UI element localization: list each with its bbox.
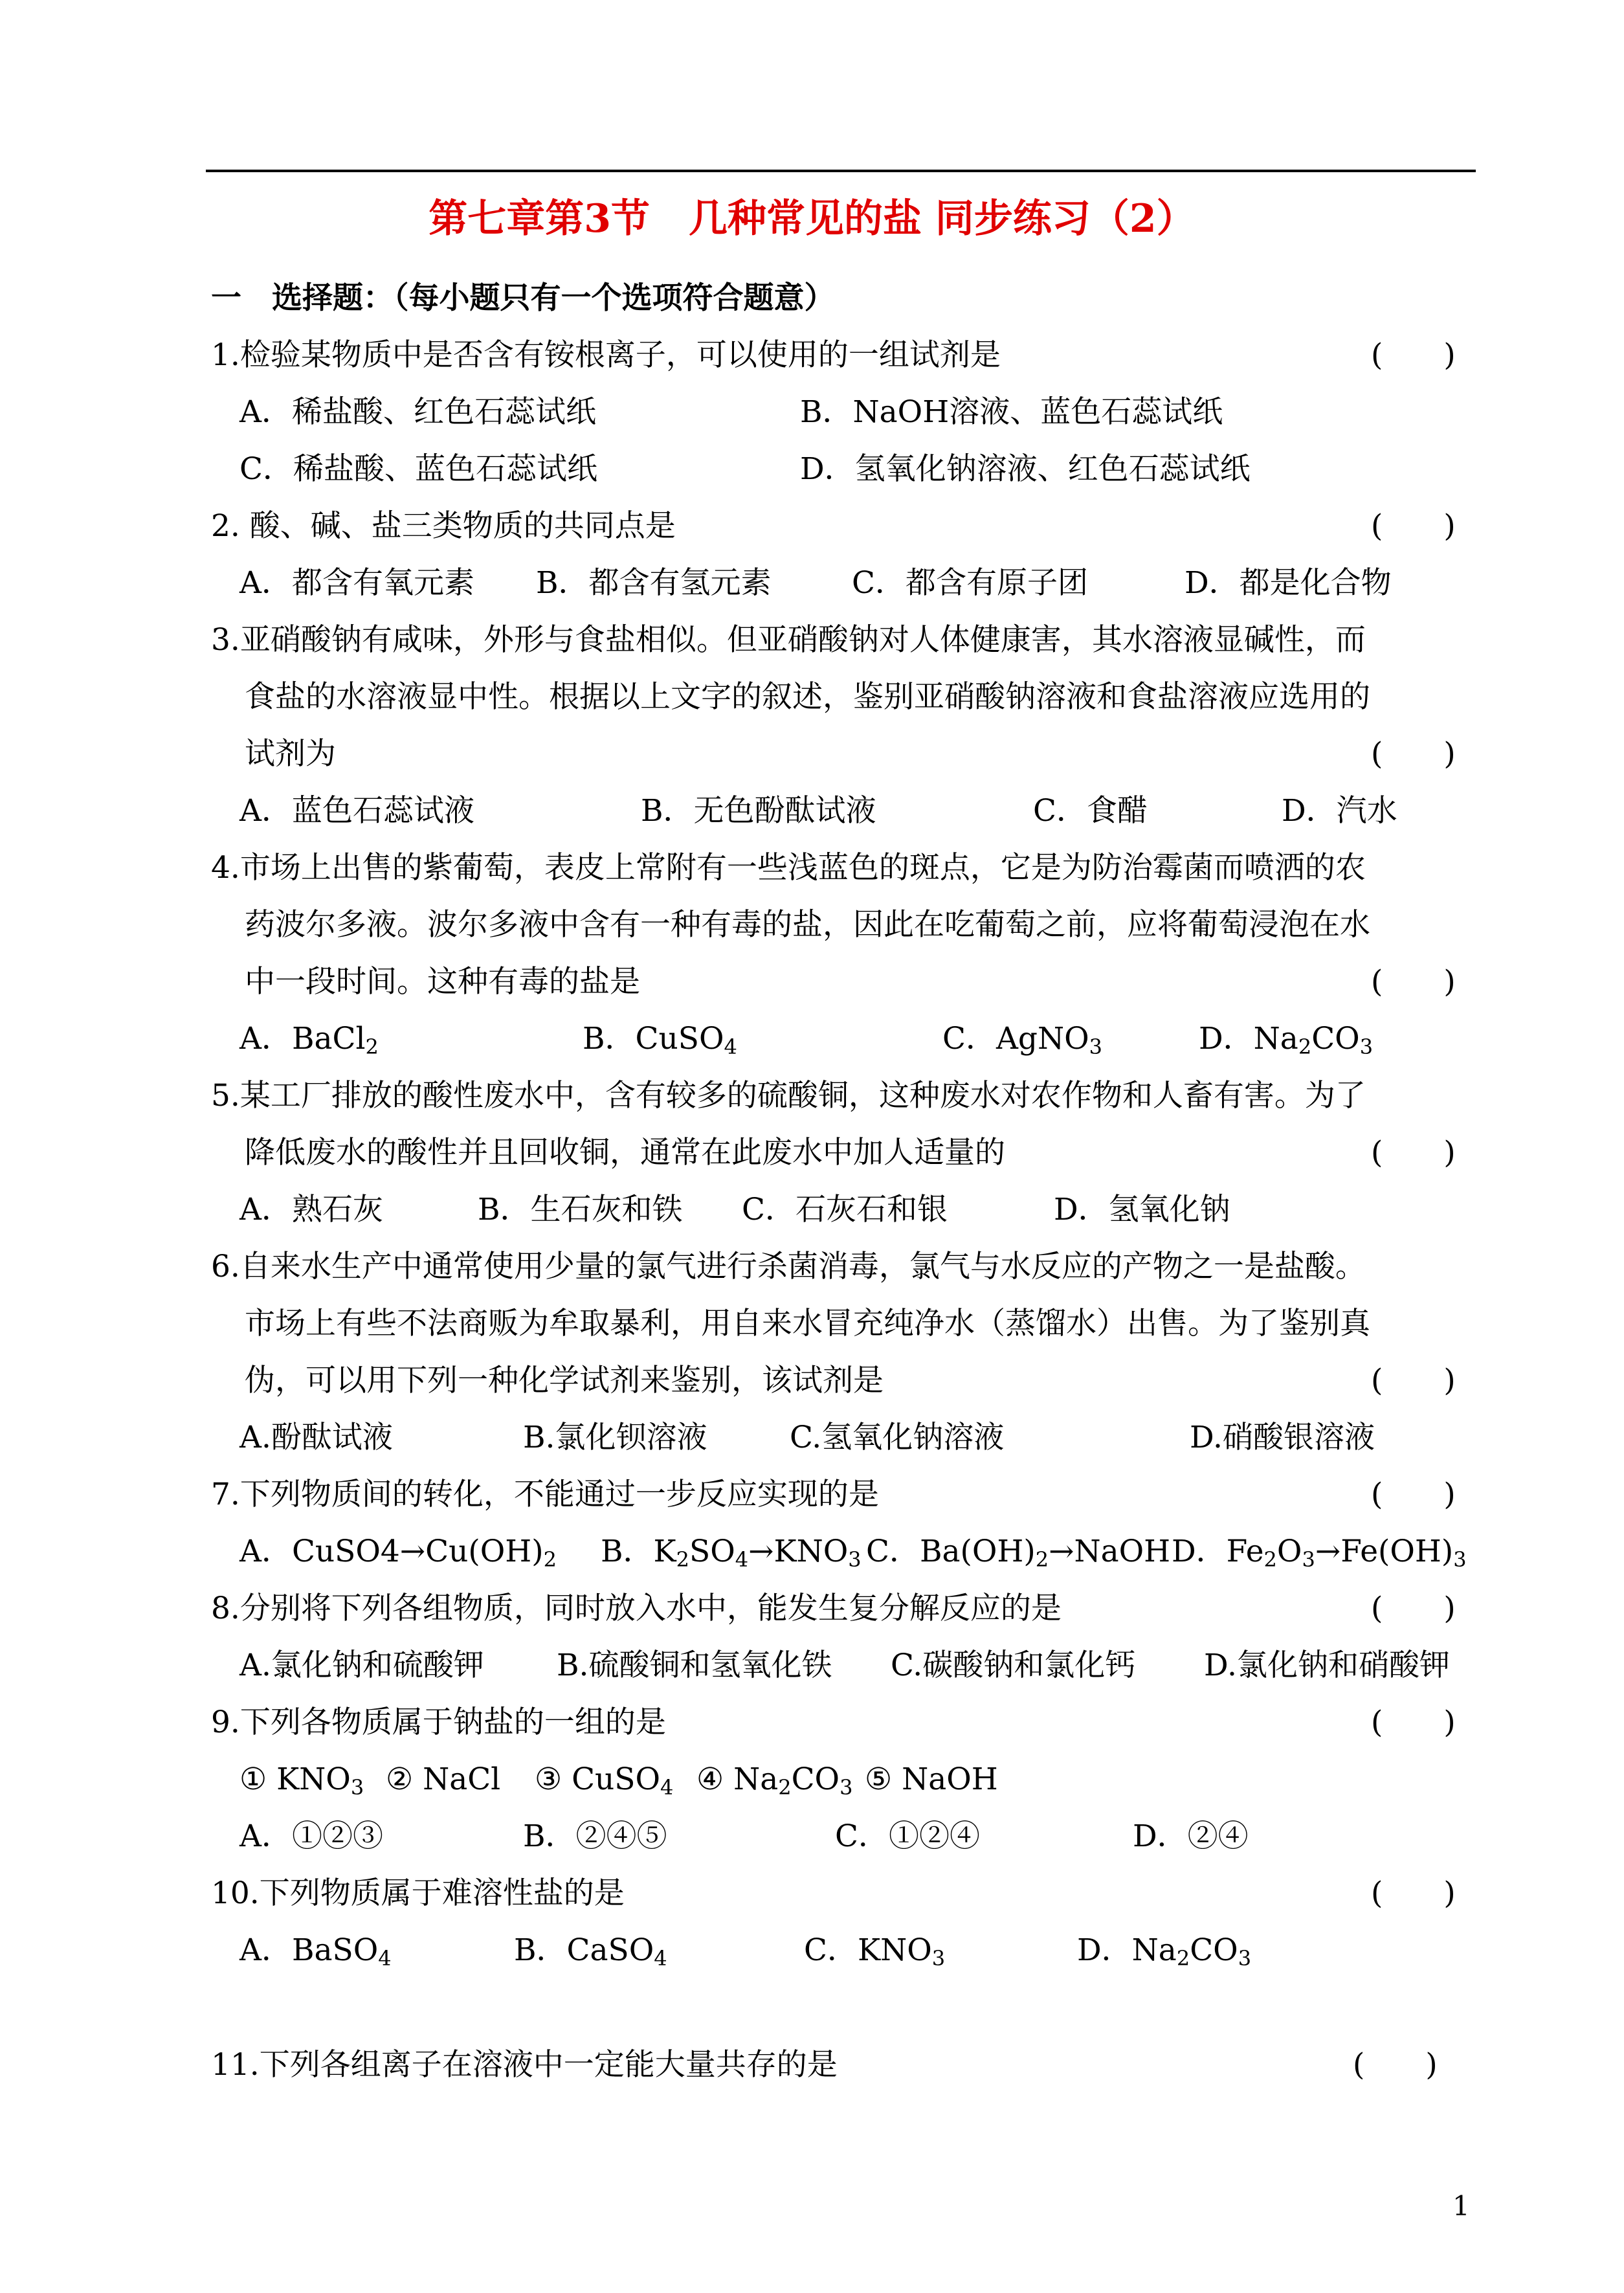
question-4-line-2: 药波尔多液。波尔多液中含有一种有毒的盐，因此在吃葡萄之前，应将葡萄浸泡在水 xyxy=(245,907,1370,943)
q10-option-d: D．$Na_2CO_3$ xyxy=(1077,1932,1252,1971)
q2-option-c: C．都含有原子团 xyxy=(852,565,1088,601)
q9-option-a: A．①②③ xyxy=(239,1818,383,1854)
q9-item-4: ④ $Na_2CO_3$ xyxy=(696,1762,853,1800)
q9-option-c: C．①②④ xyxy=(835,1818,980,1854)
q3-option-b: B．无色酚酞试液 xyxy=(641,793,876,829)
q2-option-b: B．都含有氢元素 xyxy=(536,565,772,601)
question-6-line-1: 6.自来水生产中通常使用少量的氯气进行杀菌消毒，氯气与水反应的产物之一是盐酸。 xyxy=(211,1249,1366,1284)
q6-option-a: A.酚酞试液 xyxy=(239,1420,393,1455)
question-6-line-3: 伪，可以用下列一种化学试剂来鉴别，该试剂是 xyxy=(245,1363,884,1398)
answer-blank-2[interactable]: ( ) xyxy=(1371,508,1456,544)
question-7-stem: 7.下列物质间的转化，不能通过一步反应实现的是 xyxy=(211,1477,879,1512)
question-3-line-2: 食盐的水溶液显中性。根据以上文字的叙述，鉴别亚硝酸钠溶液和食盐溶液应选用的 xyxy=(245,679,1370,715)
q10-option-c: C．$KNO_3$ xyxy=(804,1932,946,1971)
q9-item-5: ⑤ NaOH xyxy=(865,1762,998,1797)
q9-item-2: ② NaCl xyxy=(386,1762,501,1797)
q2-option-a: A．都含有氧元素 xyxy=(239,565,474,601)
q4-option-d: D．$Na_2CO_3$ xyxy=(1199,1021,1374,1059)
q9-option-b: B．②④⑤ xyxy=(523,1818,667,1854)
q5-option-c: C．石灰石和银 xyxy=(742,1192,948,1227)
q4-option-b: B．CuSO$_4$ xyxy=(583,1021,737,1059)
question-10-stem: 10.下列物质属于难溶性盐的是 xyxy=(211,1875,625,1911)
q10-option-a: A．BaSO$_4$ xyxy=(239,1932,392,1971)
q8-option-a: A.氯化钠和硫酸钾 xyxy=(239,1648,484,1683)
q10-option-b: B．CaSO$_4$ xyxy=(514,1932,667,1971)
q7-option-b: B．$K_2SO_4\to KNO_3$ xyxy=(601,1534,862,1572)
page-title: 第七章第3节 几种常见的盐 同步练习（2） xyxy=(428,196,1196,241)
q1-option-b: B．NaOH溶液、蓝色石蕊试纸 xyxy=(800,394,1223,430)
q7-option-a: A．$CuSO4\to Cu(OH)_2$ xyxy=(239,1534,557,1572)
q8-option-b: B.硫酸铜和氢氧化铁 xyxy=(557,1648,832,1683)
page-number: 1 xyxy=(1452,2190,1470,2222)
q6-option-b: B.氯化钡溶液 xyxy=(523,1420,707,1455)
answer-blank-6[interactable]: ( ) xyxy=(1371,1363,1456,1398)
question-4-line-3: 中一段时间。这种有毒的盐是 xyxy=(245,964,640,1000)
question-9-stem: 9.下列各物质属于钠盐的一组的是 xyxy=(211,1705,666,1740)
q8-option-c: C.碳酸钠和氯化钙 xyxy=(891,1648,1136,1683)
header-rule xyxy=(206,170,1476,172)
q9-item-3: ③ CuSO$_4$ xyxy=(535,1762,674,1800)
q8-option-d: D.氯化钠和硝酸钾 xyxy=(1204,1648,1450,1683)
q9-item-1: ① $KNO_3$ xyxy=(239,1762,364,1800)
question-4-line-1: 4.市场上出售的紫葡萄，表皮上常附有一些浅蓝色的斑点，它是为防治霉菌而喷洒的农 xyxy=(211,850,1366,886)
section-heading: 一 选择题：（每小题只有一个选项符合题意） xyxy=(211,280,835,316)
q3-option-a: A．蓝色石蕊试液 xyxy=(239,793,474,829)
q5-option-d: D．氢氧化钠 xyxy=(1054,1192,1230,1227)
question-11-stem: 11.下列各组离子在溶液中一定能大量共存的是 xyxy=(211,2047,838,2083)
answer-blank-9[interactable]: ( ) xyxy=(1371,1705,1456,1740)
q1-option-a: A．稀盐酸、红色石蕊试纸 xyxy=(239,394,596,430)
q3-option-c: C．食醋 xyxy=(1033,793,1148,829)
q4-option-a: A．BaCl$_2$ xyxy=(239,1021,379,1059)
answer-blank-1[interactable]: ( ) xyxy=(1371,337,1456,373)
answer-blank-3[interactable]: ( ) xyxy=(1371,736,1456,772)
question-6-line-2: 市场上有些不法商贩为牟取暴利，用自来水冒充纯净水（蒸馏水）出售。为了鉴别真 xyxy=(245,1306,1370,1341)
question-3-line-1: 3.亚硝酸钠有咸味，外形与食盐相似。但亚硝酸钠对人体健康害，其水溶液显碱性，而 xyxy=(211,622,1366,658)
answer-blank-10[interactable]: ( ) xyxy=(1371,1875,1456,1911)
q1-option-d: D．氢氧化钠溶液、红色石蕊试纸 xyxy=(800,451,1251,487)
q5-option-a: A．熟石灰 xyxy=(239,1192,383,1227)
q6-option-c: C.氢氧化钠溶液 xyxy=(790,1420,1005,1455)
question-1-stem: 1.检验某物质中是否含有铵根离子，可以使用的一组试剂是 xyxy=(211,337,1001,373)
question-3-line-3: 试剂为 xyxy=(245,736,336,772)
question-5-line-2: 降低废水的酸性并且回收铜，通常在此废水中加人适量的 xyxy=(245,1135,1005,1170)
q5-option-b: B．生石灰和铁 xyxy=(478,1192,683,1227)
question-5-line-1: 5.某工厂排放的酸性废水中，含有较多的硫酸铜，这种废水对农作物和人畜有害。为了 xyxy=(211,1078,1366,1113)
question-2-stem: 2. 酸、碱、盐三类物质的共同点是 xyxy=(211,508,676,544)
q4-option-c: C．AgNO$_3$ xyxy=(942,1021,1103,1059)
q3-option-d: D．汽水 xyxy=(1282,793,1397,829)
q1-option-c: C．稀盐酸、蓝色石蕊试纸 xyxy=(239,451,597,487)
question-8-stem: 8.分别将下列各组物质，同时放入水中，能发生复分解反应的是 xyxy=(211,1591,1062,1626)
answer-blank-4[interactable]: ( ) xyxy=(1371,964,1456,1000)
q7-option-d: D．$Fe_2O_3\to Fe(OH)_3$ xyxy=(1172,1534,1467,1572)
answer-blank-7[interactable]: ( ) xyxy=(1371,1477,1456,1512)
q2-option-d: D．都是化合物 xyxy=(1185,565,1392,601)
q6-option-d: D.硝酸银溶液 xyxy=(1190,1420,1375,1455)
answer-blank-8[interactable]: ( ) xyxy=(1371,1591,1456,1626)
answer-blank-11[interactable]: ( ) xyxy=(1353,2047,1438,2083)
answer-blank-5[interactable]: ( ) xyxy=(1371,1135,1456,1170)
q7-option-c: C．$Ba(OH)_2\to NaOH$ xyxy=(866,1534,1171,1572)
q9-option-d: D．②④ xyxy=(1133,1818,1249,1854)
